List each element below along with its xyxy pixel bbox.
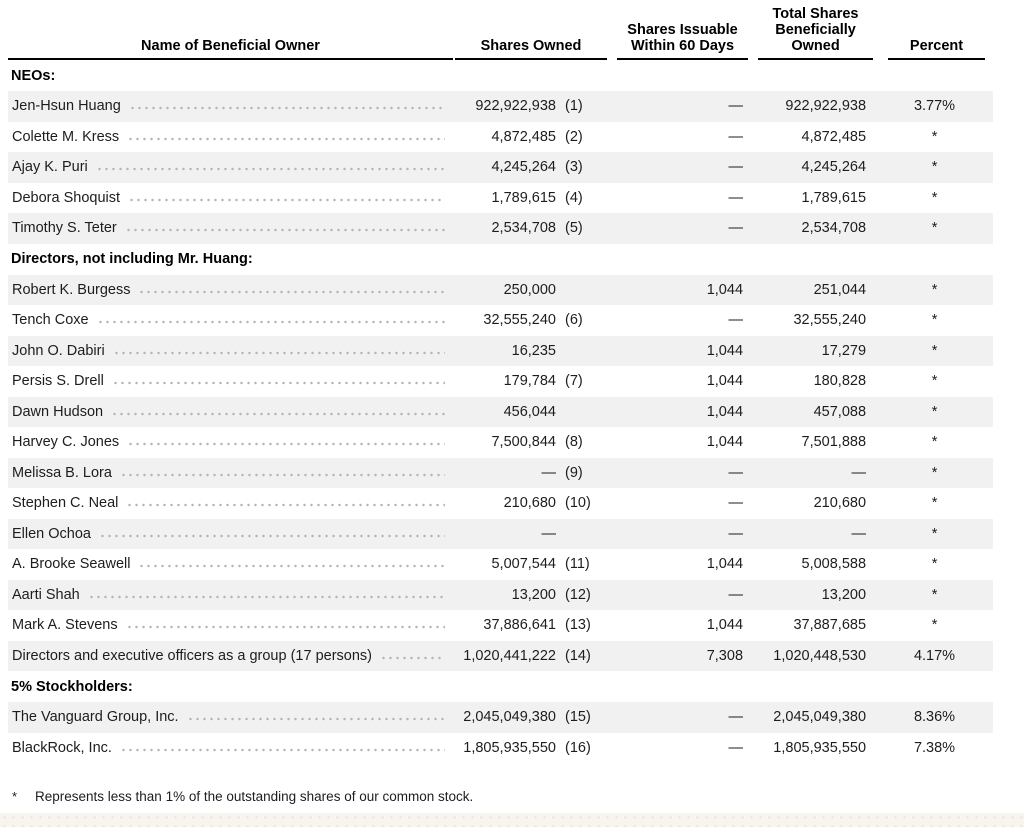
percent-value: 8.36%	[876, 702, 993, 733]
footnote-ref: (9)	[556, 458, 607, 489]
shares-issuable-value: 7,308	[607, 641, 748, 672]
total-shares-value: 922,922,938	[748, 91, 876, 122]
owner-name-cell	[8, 91, 455, 122]
shares-owned-value: 13,200	[455, 580, 556, 611]
footnote-ref: (8)	[565, 434, 583, 451]
table-row	[8, 275, 993, 306]
shares-owned-value: 1,789,615	[491, 189, 556, 206]
table-row	[8, 427, 993, 458]
owner-name: Ajay K. Puri	[12, 159, 88, 176]
table-row	[8, 336, 993, 367]
column-header-percent	[876, 6, 993, 60]
shares-owned-value: 179,784	[503, 373, 556, 390]
owner-name: Ellen Ochoa	[12, 525, 91, 542]
table-row	[8, 183, 993, 214]
owner-name: A. Brooke Seawell	[12, 556, 131, 573]
dot-leader	[380, 656, 445, 660]
shares-owned-value: 456,044	[455, 397, 556, 428]
percent-value: *	[931, 556, 938, 573]
total-shares-value: 1,789,615	[801, 189, 867, 206]
footnote-ref: (5)	[556, 213, 607, 244]
owner-name-cell	[8, 336, 455, 367]
table-row	[8, 610, 993, 641]
footnote-ref: (3)	[556, 152, 607, 183]
asterisk-symbol: *	[12, 789, 18, 804]
total-shares-value: 457,088	[748, 397, 876, 428]
shares-issuable-value: —	[728, 495, 744, 512]
percent-value: 7.38%	[913, 739, 956, 756]
dot-leader	[88, 595, 445, 599]
footnote-ref: (6)	[565, 312, 583, 329]
column-header-shares-issuable-label: Shares Issuable Within 60 Days	[617, 22, 748, 60]
beneficial-ownership-table	[8, 6, 993, 763]
percent-value: 3.77%	[876, 91, 993, 122]
percent-value: *	[931, 128, 938, 145]
shares-issuable-value: 1,044	[706, 617, 744, 634]
footnote-ref: (12)	[556, 580, 607, 611]
dot-leader	[99, 534, 445, 538]
total-shares-value: 1,805,935,550	[773, 739, 867, 756]
table-row	[8, 91, 993, 122]
footnote-ref: (13)	[565, 617, 591, 634]
owner-name-cell	[8, 519, 455, 550]
shares-issuable-value: —	[728, 739, 744, 756]
shares-issuable-value: —	[728, 128, 744, 145]
total-shares-value: 32,555,240	[793, 312, 867, 329]
percent-value: *	[876, 336, 993, 367]
owner-name: Aarti Shah	[12, 586, 80, 603]
owner-name: John O. Dabiri	[12, 342, 105, 359]
table-row	[8, 733, 993, 764]
shares-owned-value: 210,680	[503, 495, 556, 512]
percent-value: *	[876, 397, 993, 428]
dot-leader	[126, 503, 445, 507]
table-row	[8, 519, 993, 550]
table-row	[8, 488, 993, 519]
footnote-ref: (1)	[556, 91, 607, 122]
owner-name: Debora Shoquist	[12, 189, 121, 206]
owner-name-cell	[8, 733, 455, 764]
footnote-ref: (7)	[565, 373, 583, 390]
section-header-row	[8, 671, 993, 702]
section-header-row	[8, 244, 993, 275]
shares-owned-value: 922,922,938	[455, 91, 556, 122]
table-body	[8, 60, 993, 763]
dot-leader	[112, 381, 445, 385]
owner-name-cell	[8, 458, 455, 489]
total-shares-value: 210,680	[813, 495, 867, 512]
shares-owned-value: 16,235	[455, 336, 556, 367]
percent-value: *	[876, 275, 993, 306]
dot-leader	[126, 625, 445, 629]
footnote-ref: (15)	[556, 702, 607, 733]
total-shares-value: 13,200	[748, 580, 876, 611]
total-shares-value: 4,872,485	[801, 128, 867, 145]
percent-value: *	[931, 312, 938, 329]
column-header-shares-owned-label: Shares Owned	[455, 38, 607, 60]
total-shares-value: 180,828	[813, 373, 867, 390]
footnote-ref	[556, 519, 607, 550]
owner-name-cell	[8, 580, 455, 611]
dot-leader	[97, 320, 445, 324]
footnote-ref: (4)	[565, 189, 583, 206]
total-shares-value: 7,501,888	[801, 434, 867, 451]
owner-name: Mark A. Stevens	[12, 617, 118, 634]
column-header-shares-issuable	[607, 6, 748, 60]
owner-name-cell	[8, 366, 455, 397]
owner-name-cell	[8, 213, 455, 244]
owner-name: Timothy S. Teter	[12, 220, 117, 237]
shares-issuable-value: —	[607, 458, 748, 489]
percent-value: *	[876, 458, 993, 489]
dot-leader	[138, 564, 445, 568]
table-row	[8, 580, 993, 611]
total-shares-value: 37,887,685	[793, 617, 867, 634]
footnote-ref	[556, 275, 607, 306]
owner-name-cell	[8, 549, 455, 580]
owner-name: BlackRock, Inc.	[12, 739, 112, 756]
owner-name-cell	[8, 641, 455, 672]
shares-owned-value: 5,007,544	[491, 556, 556, 573]
column-header-name	[8, 6, 455, 60]
percent-value: 4.17%	[876, 641, 993, 672]
owner-name: Melissa B. Lora	[12, 464, 112, 481]
dot-leader	[120, 748, 445, 752]
table-row	[8, 458, 993, 489]
owner-name-cell	[8, 275, 455, 306]
table-row	[8, 122, 993, 153]
dot-leader	[113, 351, 445, 355]
dot-leader	[129, 106, 445, 110]
total-shares-value: —	[748, 458, 876, 489]
owner-name: Stephen C. Neal	[12, 495, 119, 512]
dot-leader	[128, 198, 445, 202]
dot-leader	[187, 717, 445, 721]
footnote-ref	[556, 397, 607, 428]
percent-value: *	[876, 580, 993, 611]
footnote-ref: (11)	[565, 556, 590, 573]
section-header-label: 5% Stockholders:	[11, 678, 133, 695]
owner-name-cell	[8, 702, 455, 733]
shares-owned-value: 2,045,049,380	[455, 702, 556, 733]
footnote-ref: (16)	[565, 739, 591, 756]
percent-value: *	[876, 213, 993, 244]
shares-issuable-value: 1,044	[607, 336, 748, 367]
table-header-row	[8, 6, 993, 60]
column-header-percent-label: Percent	[888, 38, 985, 60]
table-row	[8, 366, 993, 397]
shares-owned-value: 2,534,708	[455, 213, 556, 244]
shares-issuable-value: —	[607, 702, 748, 733]
total-shares-value: 2,534,708	[748, 213, 876, 244]
owner-name-cell	[8, 152, 455, 183]
owner-name: Dawn Hudson	[12, 403, 104, 420]
percent-value: *	[931, 373, 938, 390]
total-shares-value: —	[748, 519, 876, 550]
owner-name: Tench Coxe	[12, 312, 89, 329]
owner-name: Colette M. Kress	[12, 128, 120, 145]
dot-leader	[127, 442, 445, 446]
owner-name-cell	[8, 122, 455, 153]
shares-issuable-value: —	[728, 189, 744, 206]
owner-name-cell	[8, 610, 455, 641]
owner-name: Harvey C. Jones	[12, 434, 120, 451]
shares-issuable-value: —	[728, 312, 744, 329]
owner-name-cell	[8, 183, 455, 214]
table-row	[8, 152, 993, 183]
shares-owned-value: 4,872,485	[491, 128, 556, 145]
dot-leader	[120, 473, 445, 477]
percent-value: *	[931, 434, 938, 451]
owner-name: Robert K. Burgess	[12, 281, 131, 298]
percent-value: *	[931, 495, 938, 512]
section-header-label: NEOs:	[11, 67, 56, 84]
dot-leader	[138, 290, 445, 294]
shares-issuable-value: —	[607, 213, 748, 244]
shares-issuable-value: 1,044	[706, 556, 744, 573]
shares-issuable-value: 1,044	[607, 275, 748, 306]
owner-name: Jen-Hsun Huang	[12, 98, 121, 115]
percent-value: *	[876, 152, 993, 183]
percent-value: *	[876, 519, 993, 550]
shares-issuable-value: —	[607, 91, 748, 122]
footnote-ref: (10)	[565, 495, 591, 512]
percent-value: *	[931, 189, 938, 206]
dot-leader	[127, 137, 445, 141]
total-shares-value: 4,245,264	[748, 152, 876, 183]
column-header-total-shares	[748, 6, 876, 60]
section-header-label: Directors, not including Mr. Huang:	[11, 251, 253, 267]
shares-owned-value: 32,555,240	[483, 312, 556, 329]
table-row	[8, 397, 993, 428]
footnote-ref: (2)	[565, 128, 583, 145]
shares-owned-value: —	[455, 458, 556, 489]
total-shares-value: 2,045,049,380	[748, 702, 876, 733]
percent-value: *	[931, 617, 938, 634]
owner-name-cell	[8, 397, 455, 428]
footnote-ref	[556, 336, 607, 367]
shares-owned-value: 250,000	[455, 275, 556, 306]
dot-leader	[125, 228, 445, 232]
owner-name: Directors and executive officers as a group (17 persons)	[12, 647, 372, 664]
footnote-ref: (14)	[556, 641, 607, 672]
dot-leader	[96, 167, 445, 171]
table-row	[8, 641, 993, 672]
shares-issuable-value: —	[607, 152, 748, 183]
table-row	[8, 213, 993, 244]
shares-owned-value: 1,020,441,222	[455, 641, 556, 672]
table-row	[8, 305, 993, 336]
owner-name-cell	[8, 488, 455, 519]
shares-issuable-value: —	[607, 519, 748, 550]
table-row	[8, 702, 993, 733]
shares-owned-value: —	[455, 519, 556, 550]
owner-name-cell	[8, 305, 455, 336]
shares-issuable-value: 1,044	[706, 373, 744, 390]
shares-issuable-value: —	[607, 580, 748, 611]
shares-owned-value: 1,805,935,550	[463, 739, 556, 756]
owner-name-cell	[8, 427, 455, 458]
page-edge-decoration	[0, 813, 1024, 827]
column-header-name-label: Name of Beneficial Owner	[8, 38, 453, 60]
total-shares-value: 5,008,588	[801, 556, 867, 573]
shares-owned-value: 4,245,264	[455, 152, 556, 183]
table-footnote	[12, 789, 473, 804]
shares-issuable-value: 1,044	[706, 434, 744, 451]
table-row	[8, 549, 993, 580]
column-header-shares-owned	[455, 6, 607, 60]
total-shares-value: 251,044	[748, 275, 876, 306]
shares-owned-value: 7,500,844	[491, 434, 556, 451]
footnote-text: Represents less than 1% of the outstanding shares of our common stock.	[35, 789, 474, 804]
shares-issuable-value: 1,044	[607, 397, 748, 428]
owner-name: The Vanguard Group, Inc.	[12, 709, 179, 726]
column-header-total-shares-label: Total Shares Beneficially Owned	[758, 6, 873, 60]
total-shares-value: 17,279	[748, 336, 876, 367]
dot-leader	[111, 412, 445, 416]
shares-owned-value: 37,886,641	[483, 617, 556, 634]
section-header-row	[8, 60, 993, 91]
owner-name: Persis S. Drell	[12, 373, 104, 390]
total-shares-value: 1,020,448,530	[748, 641, 876, 672]
